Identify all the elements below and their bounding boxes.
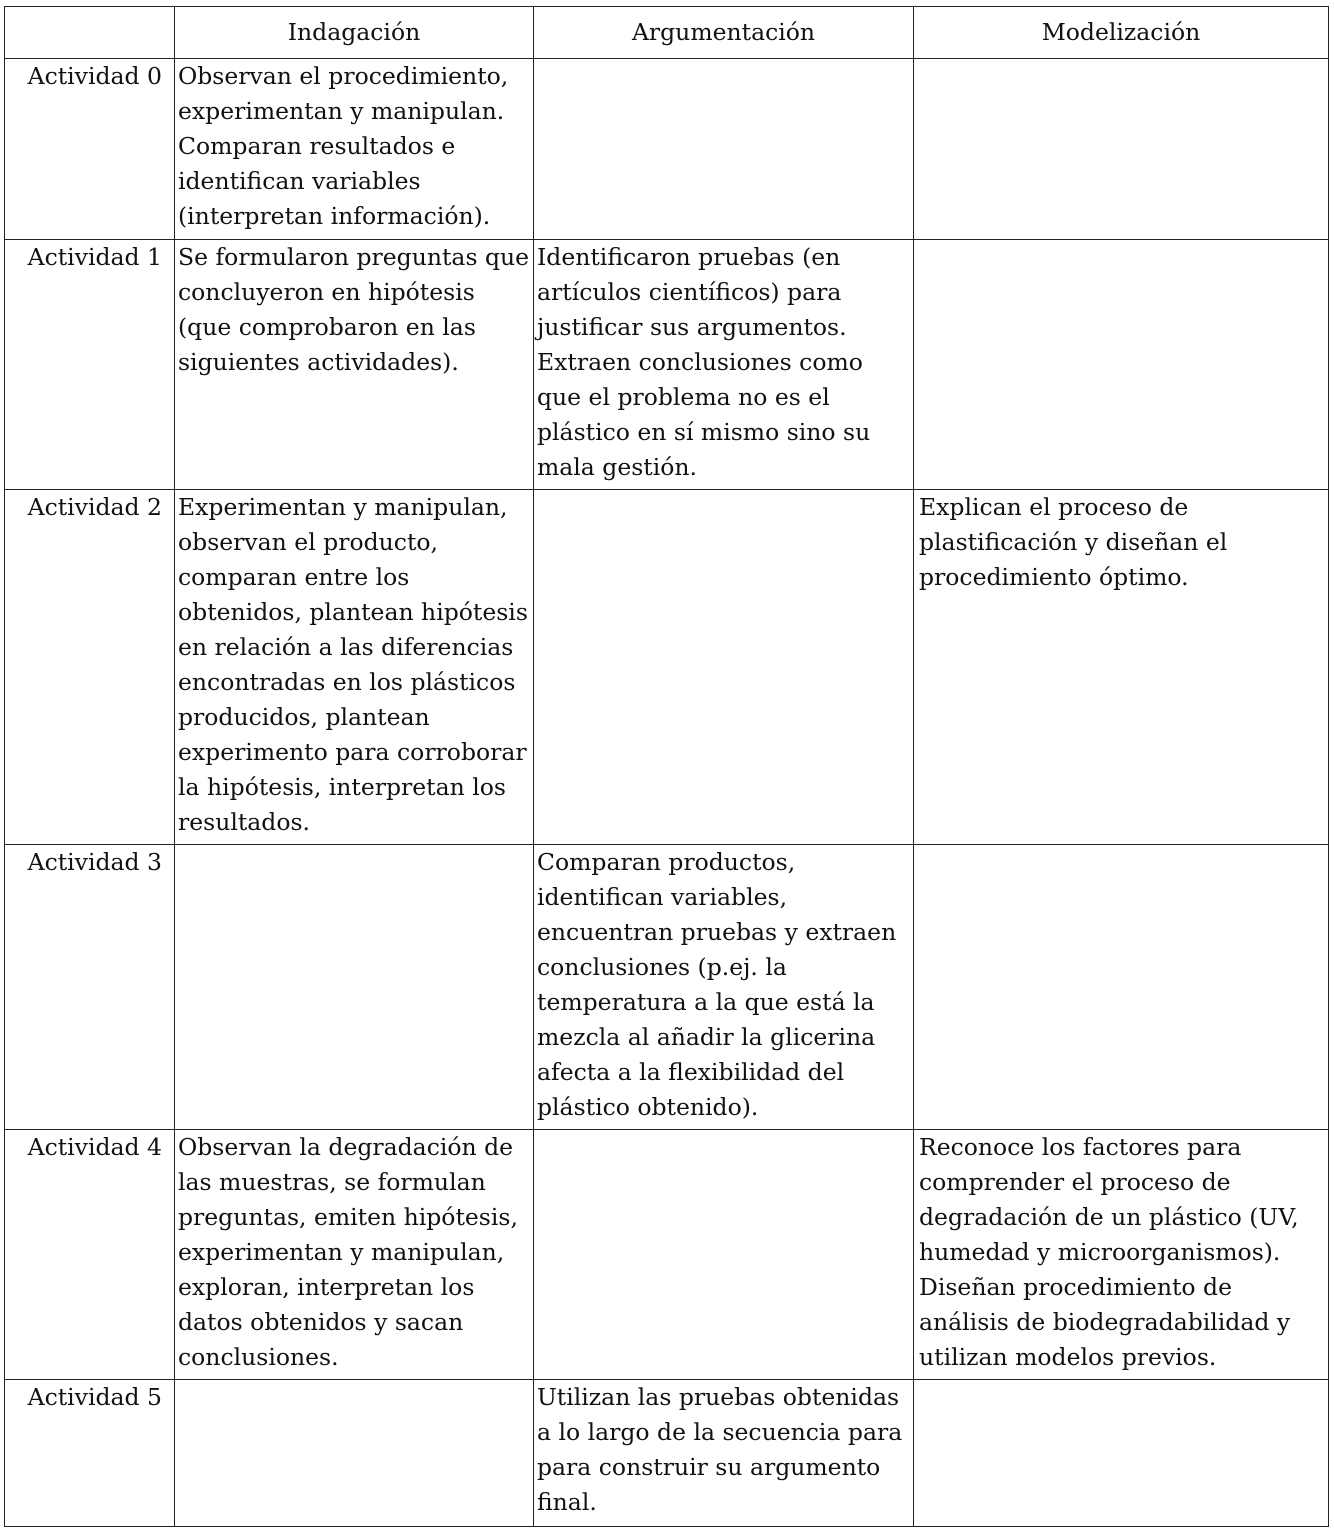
header-indagacion: Indagación bbox=[175, 7, 534, 59]
cell-indagacion: Experimentan y manipulan, observan el producto, comparan entre los obtenidos, plantean hipótesis en relación a las diferencias encontradas en los plásticos producidos, plantean experimento para corroborar la hipótesis, interpretan los resultados. bbox=[175, 490, 534, 845]
cell-modelizacion bbox=[914, 240, 1329, 490]
cell-indagacion bbox=[175, 845, 534, 1130]
cell-indagacion: Observan el procedimiento, experimentan y manipulan. Comparan resultados e identifican variables (interpretan información). bbox=[175, 59, 534, 240]
cell-modelizacion bbox=[914, 59, 1329, 240]
row-label: Actividad 4 bbox=[5, 1130, 175, 1380]
row-label: Actividad 2 bbox=[5, 490, 175, 845]
cell-modelizacion: Reconoce los factores para comprender el proceso de degradación de un plástico (UV, humedad y microorganismos). Diseñan procedimiento de análisis de biodegradabilidad y utilizan modelos previos. bbox=[914, 1130, 1329, 1380]
cell-indagacion: Se formularon preguntas que concluyeron en hipótesis (que comprobaron en las siguientes actividades). bbox=[175, 240, 534, 490]
header-row bbox=[5, 7, 1329, 59]
cell-indagacion bbox=[175, 1380, 534, 1527]
table-row bbox=[5, 240, 1329, 490]
cell-modelizacion bbox=[914, 845, 1329, 1130]
table-row bbox=[5, 1130, 1329, 1380]
row-label: Actividad 5 bbox=[5, 1380, 175, 1527]
cell-modelizacion: Explican el proceso de plastificación y diseñan el procedimiento óptimo. bbox=[914, 490, 1329, 845]
header-modelizacion: Modelización bbox=[914, 7, 1329, 59]
row-label: Actividad 1 bbox=[5, 240, 175, 490]
cell-argumentacion bbox=[534, 59, 914, 240]
header-corner bbox=[5, 7, 175, 59]
cell-argumentacion bbox=[534, 490, 914, 845]
cell-argumentacion: Identificaron pruebas (en artículos científicos) para justificar sus argumentos. Extraen conclusiones como que el problema no es el plástico en sí mismo sino su mala gestión. bbox=[534, 240, 914, 490]
cell-argumentacion: Comparan productos, identifican variables, encuentran pruebas y extraen conclusiones (p.ej. la temperatura a la que está la mezcla al añadir la glicerina afecta a la flexibilidad del plástico obtenido). bbox=[534, 845, 914, 1130]
activities-table bbox=[4, 6, 1329, 1527]
table-row bbox=[5, 1380, 1329, 1527]
cell-argumentacion: Utilizan las pruebas obtenidas a lo largo de la secuencia para para construir su argumento final. bbox=[534, 1380, 914, 1527]
cell-argumentacion bbox=[534, 1130, 914, 1380]
table-row bbox=[5, 490, 1329, 845]
row-label: Actividad 0 bbox=[5, 59, 175, 240]
cell-modelizacion bbox=[914, 1380, 1329, 1527]
header-argumentacion: Argumentación bbox=[534, 7, 914, 59]
row-label: Actividad 3 bbox=[5, 845, 175, 1130]
table-row bbox=[5, 59, 1329, 240]
cell-indagacion: Observan la degradación de las muestras, se formulan preguntas, emiten hipótesis, experimentan y manipulan, exploran, interpretan los datos obtenidos y sacan conclusiones. bbox=[175, 1130, 534, 1380]
table-row bbox=[5, 845, 1329, 1130]
